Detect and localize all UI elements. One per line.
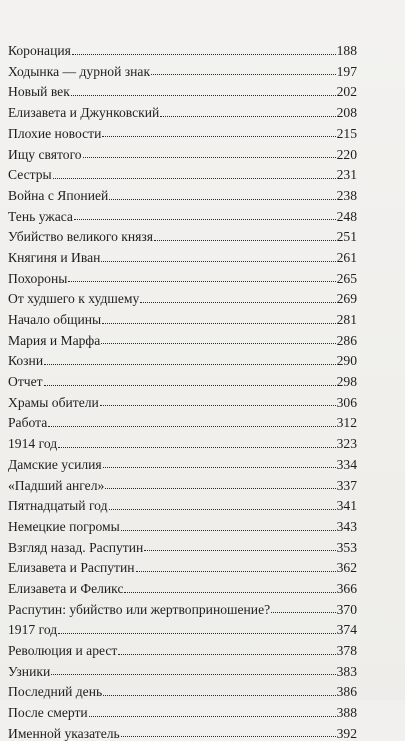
toc-entry-title: Новый век — [8, 84, 70, 100]
toc-entry-page-number: 323 — [336, 436, 357, 452]
toc-dot-leader — [103, 467, 336, 468]
toc-entry — [8, 616, 357, 637]
table-of-contents — [8, 37, 357, 740]
toc-entry-page-number: 188 — [336, 43, 357, 59]
toc-entry-title: Распутин: убийство или жертвоприношение? — [8, 601, 271, 617]
toc-entry-page-number: 378 — [336, 643, 357, 659]
toc-dot-leader — [136, 571, 336, 572]
toc-entry-title: Храмы обители — [8, 394, 99, 410]
toc-entry — [8, 327, 357, 348]
toc-entry — [8, 596, 357, 617]
toc-dot-leader — [101, 261, 335, 262]
toc-entry-title: Елизавета и Феликс — [8, 580, 124, 596]
toc-dot-leader — [118, 654, 335, 655]
toc-entry-title: После смерти — [8, 705, 88, 721]
toc-entry-page-number: 248 — [336, 208, 357, 224]
toc-entry — [8, 637, 357, 658]
toc-entry-title: Княгиня и Иван — [8, 249, 101, 265]
toc-entry-title: Именной указатель — [8, 725, 120, 741]
toc-entry — [8, 223, 357, 244]
toc-entry — [8, 513, 357, 534]
toc-dot-leader — [121, 530, 336, 531]
toc-dot-leader — [109, 199, 335, 200]
toc-entry-title: 1914 год — [8, 436, 58, 452]
toc-entry — [8, 182, 357, 203]
toc-dot-leader — [58, 633, 335, 634]
toc-dot-leader — [151, 74, 336, 75]
toc-dot-leader — [271, 612, 335, 613]
toc-entry-title: «Падший ангел» — [8, 477, 105, 493]
toc-entry-title: От худшего к худшему — [8, 291, 140, 307]
toc-dot-leader — [58, 447, 335, 448]
toc-entry — [8, 658, 357, 679]
toc-dot-leader — [89, 716, 336, 717]
toc-entry-title: Ходынка — дурной знак — [8, 63, 151, 79]
toc-entry — [8, 575, 357, 596]
toc-entry-title: Сестры — [8, 167, 52, 183]
toc-entry — [8, 265, 357, 286]
toc-entry — [8, 409, 357, 430]
toc-entry-page-number: 215 — [336, 125, 357, 141]
toc-dot-leader — [71, 95, 336, 96]
toc-entry — [8, 244, 357, 265]
toc-entry-page-number: 392 — [336, 725, 357, 741]
toc-entry-page-number: 202 — [336, 84, 357, 100]
toc-entry — [8, 347, 357, 368]
toc-entry-title: Работа — [8, 415, 48, 431]
toc-dot-leader — [102, 323, 335, 324]
toc-dot-leader — [51, 674, 335, 675]
toc-entry-page-number: 334 — [336, 456, 357, 472]
toc-entry-title: Ищу святого — [8, 146, 82, 162]
toc-entry-title: Взгляд назад. Распутин — [8, 539, 144, 555]
toc-entry — [8, 99, 357, 120]
toc-entry-title: Козни — [8, 353, 44, 369]
toc-entry-title: Похороны — [8, 270, 68, 286]
toc-entry — [8, 389, 357, 410]
toc-entry — [8, 285, 357, 306]
toc-entry-page-number: 312 — [336, 415, 357, 431]
toc-entry-page-number: 261 — [336, 249, 357, 265]
toc-dot-leader — [68, 281, 335, 282]
toc-entry-page-number: 337 — [336, 477, 357, 493]
toc-entry-title: Революция и арест — [8, 643, 118, 659]
toc-entry-title: Дамские усилия — [8, 456, 102, 472]
toc-entry — [8, 471, 357, 492]
toc-entry-page-number: 197 — [336, 63, 357, 79]
toc-entry-page-number: 353 — [336, 539, 357, 555]
toc-entry-page-number: 343 — [336, 518, 357, 534]
toc-dot-leader — [83, 157, 336, 158]
toc-entry — [8, 37, 357, 58]
toc-entry-title: Мария и Марфа — [8, 332, 101, 348]
toc-entry — [8, 492, 357, 513]
toc-entry — [8, 58, 357, 79]
toc-entry — [8, 203, 357, 224]
toc-entry-page-number: 341 — [336, 498, 357, 514]
toc-entry-page-number: 238 — [336, 187, 357, 203]
toc-dot-leader — [160, 116, 335, 117]
toc-entry — [8, 368, 357, 389]
toc-entry-title: Отчет — [8, 374, 43, 390]
toc-entry — [8, 699, 357, 720]
toc-entry — [8, 678, 357, 699]
toc-entry-title: Убийство великого князя — [8, 229, 154, 245]
toc-entry-page-number: 388 — [336, 705, 357, 721]
toc-entry — [8, 430, 357, 451]
toc-entry — [8, 140, 357, 161]
toc-dot-leader — [102, 136, 335, 137]
toc-entry-page-number: 298 — [336, 374, 357, 390]
toc-entry-title: Война с Японией — [8, 187, 109, 203]
toc-dot-leader — [44, 364, 336, 365]
toc-dot-leader — [74, 219, 336, 220]
toc-entry — [8, 554, 357, 575]
toc-entry-title: Последний день — [8, 684, 103, 700]
toc-entry-title: Немецкие погромы — [8, 518, 120, 534]
toc-entry-title: 1917 год — [8, 622, 58, 638]
toc-entry-page-number: 383 — [336, 663, 357, 679]
toc-dot-leader — [105, 488, 335, 489]
toc-entry — [8, 78, 357, 99]
toc-entry-page-number: 208 — [336, 105, 357, 121]
toc-entry-page-number: 362 — [336, 560, 357, 576]
toc-entry-page-number: 290 — [336, 353, 357, 369]
toc-entry-title: Плохие новости — [8, 125, 102, 141]
toc-dot-leader — [48, 426, 335, 427]
toc-entry-page-number: 374 — [336, 622, 357, 638]
toc-dot-leader — [121, 736, 336, 737]
toc-dot-leader — [144, 550, 335, 551]
toc-entry-title: Елизавета и Джунковский — [8, 105, 160, 121]
toc-entry-page-number: 370 — [336, 601, 357, 617]
toc-entry-title: Узники — [8, 663, 51, 679]
toc-entry-title: Елизавета и Распутин — [8, 560, 135, 576]
toc-entry-page-number: 281 — [336, 312, 357, 328]
toc-entry-title: Коронация — [8, 43, 71, 59]
toc-entry-page-number: 366 — [336, 580, 357, 596]
toc-entry-page-number: 386 — [336, 684, 357, 700]
toc-dot-leader — [100, 405, 336, 406]
toc-entry-page-number: 265 — [336, 270, 357, 286]
toc-dot-leader — [140, 302, 335, 303]
toc-dot-leader — [44, 385, 336, 386]
toc-dot-leader — [103, 695, 335, 696]
toc-entry — [8, 720, 357, 741]
toc-entry-title: Пятнадцатый год — [8, 498, 108, 514]
toc-entry — [8, 451, 357, 472]
toc-entry-page-number: 286 — [336, 332, 357, 348]
toc-entry-page-number: 269 — [336, 291, 357, 307]
toc-dot-leader — [53, 178, 336, 179]
toc-entry-page-number: 306 — [336, 394, 357, 410]
toc-entry — [8, 534, 357, 555]
toc-dot-leader — [109, 509, 336, 510]
toc-dot-leader — [72, 54, 336, 55]
toc-entry-page-number: 220 — [336, 146, 357, 162]
toc-entry — [8, 306, 357, 327]
toc-entry — [8, 120, 357, 141]
toc-dot-leader — [101, 343, 335, 344]
toc-dot-leader — [154, 240, 336, 241]
toc-entry-title: Тень ужаса — [8, 208, 73, 224]
toc-entry-title: Начало общины — [8, 312, 102, 328]
toc-entry — [8, 161, 357, 182]
toc-dot-leader — [124, 592, 335, 593]
toc-entry-page-number: 231 — [336, 167, 357, 183]
toc-entry-page-number: 251 — [336, 229, 357, 245]
